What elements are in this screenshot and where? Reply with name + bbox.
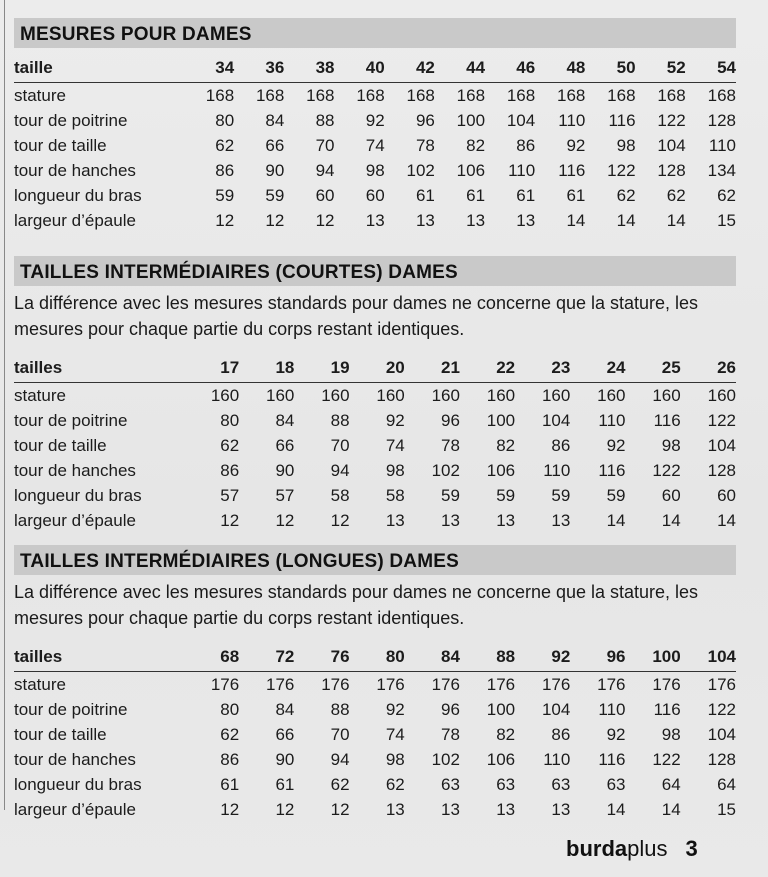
row-label: largeur d’épaule [14, 210, 136, 230]
section-note: La différence avec les mesures standards pour dames ne concerne que la stature, les mesures pour chaque partie du corps restant identiques. [14, 293, 699, 339]
measurement-cell: 66 [275, 724, 295, 744]
measurement-cell: 116 [598, 749, 626, 769]
row-label: tour de hanches [14, 749, 136, 769]
table-row [14, 483, 736, 508]
measurement-cell: 14 [666, 210, 686, 230]
size-header-cell: 36 [265, 58, 285, 77]
measurement-cell: 122 [707, 699, 736, 719]
measurement-cell: 160 [210, 385, 240, 405]
measurement-cell: 104 [506, 110, 536, 130]
measurement-cell: 98 [385, 460, 405, 480]
measurement-cell: 102 [431, 749, 460, 769]
measurement-cell: 61 [275, 774, 295, 794]
measurement-cell: 60 [315, 185, 335, 205]
size-header-cell: 100 [652, 647, 681, 666]
brand-light: plus [627, 836, 668, 861]
measurement-cell: 88 [330, 699, 350, 719]
measurement-cell: 86 [551, 435, 571, 455]
measurement-cell: 78 [415, 135, 435, 155]
measurement-cell: 66 [265, 135, 285, 155]
measurement-cell: 62 [717, 185, 736, 205]
measurement-cell: 88 [330, 410, 350, 430]
measurement-cell: 98 [365, 160, 385, 180]
measurement-cell: 176 [652, 674, 681, 694]
measurement-cell: 168 [406, 85, 435, 105]
measurement-cell: 104 [707, 724, 736, 744]
measurement-cell: 160 [652, 385, 681, 405]
section-title-band [14, 256, 736, 286]
size-header-cell: 104 [707, 647, 736, 666]
table-row [14, 458, 736, 483]
measurement-cell: 62 [330, 774, 350, 794]
size-header-row [14, 637, 736, 672]
measurement-cell: 168 [205, 85, 235, 105]
measurement-cell: 116 [608, 110, 636, 130]
measurement-cell: 59 [496, 485, 516, 505]
measurement-cell: 13 [551, 799, 571, 819]
size-header-cell: 80 [385, 647, 405, 666]
table-row [14, 158, 736, 183]
section-mesures-pour-dames [14, 18, 736, 233]
measurement-cell: 110 [558, 110, 586, 130]
size-header-cell: 40 [365, 58, 385, 77]
measurement-cell: 80 [215, 110, 235, 130]
measurement-cell: 70 [315, 135, 335, 155]
table-row [14, 183, 736, 208]
measurement-cell: 176 [431, 674, 460, 694]
measurement-cell: 63 [551, 774, 571, 794]
measurement-cell: 104 [541, 699, 571, 719]
measurement-cell: 98 [661, 724, 681, 744]
measurement-cell: 80 [220, 699, 240, 719]
table-row [14, 722, 736, 747]
measurement-cell: 176 [486, 674, 516, 694]
measurement-cell: 13 [496, 510, 516, 530]
measurement-cell: 13 [441, 799, 460, 819]
measurement-cell: 160 [707, 385, 736, 405]
measurements-body [14, 83, 736, 234]
measurement-cell: 116 [558, 160, 586, 180]
measurement-cell: 74 [385, 724, 405, 744]
size-header-cell: 42 [415, 58, 435, 77]
measurement-cell: 59 [441, 485, 460, 505]
measurement-cell: 84 [275, 410, 295, 430]
measurement-cell: 176 [210, 674, 240, 694]
row-label: stature [14, 674, 66, 694]
measurement-cell: 12 [220, 510, 240, 530]
measurement-cell: 168 [557, 85, 586, 105]
measurement-cell: 63 [441, 774, 460, 794]
measurement-cell: 62 [385, 774, 405, 794]
measurement-cell: 90 [265, 160, 285, 180]
size-header-cell: 76 [330, 647, 350, 666]
measurement-cell: 61 [415, 185, 435, 205]
size-header-row [14, 48, 736, 83]
table-row [14, 772, 736, 797]
table-row [14, 108, 736, 133]
measurement-cell: 13 [516, 210, 536, 230]
measurement-cell: 92 [606, 724, 626, 744]
measurement-cell: 168 [657, 85, 686, 105]
measurement-cell: 64 [717, 774, 736, 794]
measurement-cell: 168 [506, 85, 536, 105]
measurement-cell: 74 [385, 435, 405, 455]
section-tailles-courtes [14, 256, 736, 533]
measurement-cell: 116 [653, 410, 681, 430]
size-header-row [14, 348, 736, 383]
measurement-cell: 100 [486, 410, 516, 430]
size-header-cell: 19 [330, 358, 350, 377]
measurement-cell: 160 [321, 385, 350, 405]
row-label: tour de poitrine [14, 110, 128, 130]
measurement-cell: 59 [265, 185, 285, 205]
measurement-cell: 94 [330, 460, 350, 480]
measurement-cell: 100 [486, 699, 516, 719]
measurement-cell: 104 [707, 435, 736, 455]
measurement-cell: 74 [365, 135, 385, 155]
size-header-cell: 22 [496, 358, 516, 377]
row-label: tour de hanches [14, 160, 136, 180]
section-tailles-longues [14, 545, 736, 822]
measurement-cell: 90 [275, 460, 295, 480]
size-header-cell: 20 [385, 358, 405, 377]
table-row [14, 508, 736, 533]
size-header-cell: 88 [496, 647, 516, 666]
measurement-cell: 160 [597, 385, 626, 405]
measurement-cell: 57 [220, 485, 240, 505]
measurement-cell: 59 [215, 185, 235, 205]
measurement-cell: 176 [321, 674, 350, 694]
measurement-cell: 86 [220, 749, 240, 769]
measurement-cell: 110 [708, 135, 736, 155]
measurement-cell: 64 [661, 774, 681, 794]
measurement-cell: 104 [541, 410, 571, 430]
size-header-cell: 44 [466, 58, 486, 77]
size-header-cell: 34 [215, 58, 235, 77]
measurement-cell: 176 [376, 674, 405, 694]
measurement-cell: 96 [441, 699, 460, 719]
measurement-cell: 86 [551, 724, 571, 744]
size-header-cell: 54 [717, 58, 736, 77]
measurement-cell: 160 [431, 385, 460, 405]
size-header-cell: 48 [566, 58, 586, 77]
measurement-cell: 13 [385, 510, 405, 530]
size-header-cell: 18 [275, 358, 295, 377]
measurement-cell: 60 [365, 185, 385, 205]
measurement-cell: 128 [707, 460, 736, 480]
measurement-cell: 14 [661, 510, 681, 530]
brand-bold: burda [566, 836, 628, 861]
table-row [14, 672, 736, 698]
measurement-cell: 110 [598, 410, 626, 430]
measurement-cell: 60 [661, 485, 681, 505]
measurement-cell: 168 [707, 85, 736, 105]
measurement-cell: 100 [456, 110, 486, 130]
measurement-cell: 110 [543, 460, 571, 480]
measurement-cell: 92 [606, 435, 626, 455]
measurement-cell: 176 [597, 674, 626, 694]
size-header-cell: 52 [666, 58, 686, 77]
measurement-cell: 94 [330, 749, 350, 769]
measurement-cell: 160 [541, 385, 571, 405]
measurement-cell: 58 [385, 485, 405, 505]
measurement-cell: 13 [365, 210, 385, 230]
size-header-label: tailles [14, 358, 63, 377]
measurement-cell: 12 [330, 510, 350, 530]
measurement-cell: 15 [717, 799, 736, 819]
measurement-cell: 98 [385, 749, 405, 769]
measurement-cell: 13 [496, 799, 516, 819]
table-row [14, 208, 736, 233]
size-header-cell: 92 [551, 647, 571, 666]
measurement-cell: 14 [606, 510, 626, 530]
measurement-cell: 12 [315, 210, 335, 230]
measurements-body [14, 383, 736, 534]
page-number: 3 [685, 836, 698, 861]
size-header-cell: 25 [661, 358, 681, 377]
measurement-cell: 168 [456, 85, 486, 105]
measurement-cell: 12 [275, 510, 295, 530]
measurement-cell: 62 [220, 435, 240, 455]
size-header-cell: 21 [441, 358, 460, 377]
measurement-cell: 160 [266, 385, 295, 405]
row-label: tour de taille [14, 724, 107, 744]
section-title: TAILLES INTERMÉDIAIRES (LONGUES) DAMES [20, 551, 459, 572]
measurement-cell: 160 [486, 385, 516, 405]
measurement-cell: 82 [496, 724, 516, 744]
table-row [14, 697, 736, 722]
size-header-cell: 84 [441, 647, 460, 666]
measurement-cell: 61 [516, 185, 536, 205]
measurements-table [14, 637, 736, 822]
measurement-cell: 102 [406, 160, 435, 180]
table-row [14, 408, 736, 433]
measurement-cell: 84 [275, 699, 295, 719]
measurement-cell: 110 [543, 749, 571, 769]
measurement-cell: 128 [707, 110, 736, 130]
measurement-cell: 98 [616, 135, 636, 155]
row-label: longueur du bras [14, 485, 142, 505]
row-label: longueur du bras [14, 185, 142, 205]
measurement-cell: 168 [306, 85, 335, 105]
row-label: tour de taille [14, 135, 107, 155]
row-label: tour de poitrine [14, 699, 128, 719]
measurement-cell: 14 [661, 799, 681, 819]
measurement-cell: 102 [431, 460, 460, 480]
measurement-cell: 78 [441, 435, 460, 455]
measurement-cell: 60 [717, 485, 736, 505]
row-label: tour de hanches [14, 460, 136, 480]
measurement-cell: 80 [220, 410, 240, 430]
measurement-cell: 168 [607, 85, 636, 105]
measurement-cell: 58 [330, 485, 350, 505]
section-title-band [14, 18, 736, 48]
measurement-cell: 94 [315, 160, 335, 180]
measurement-cell: 90 [275, 749, 295, 769]
measurement-cell: 160 [376, 385, 405, 405]
measurement-cell: 110 [508, 160, 536, 180]
section-title: TAILLES INTERMÉDIAIRES (COURTES) DAMES [20, 262, 458, 283]
row-label: tour de taille [14, 435, 107, 455]
measurement-cell: 59 [606, 485, 626, 505]
measurement-cell: 61 [466, 185, 486, 205]
measurement-cell: 86 [220, 460, 240, 480]
table-row [14, 747, 736, 772]
footer-brand [566, 836, 698, 862]
measurement-cell: 104 [657, 135, 686, 155]
measurement-cell: 13 [415, 210, 435, 230]
size-header-cell: 72 [275, 647, 295, 666]
measurement-cell: 13 [441, 510, 460, 530]
table-row [14, 797, 736, 822]
measurement-cell: 61 [566, 185, 586, 205]
measurement-cell: 62 [616, 185, 636, 205]
measurement-cell: 92 [566, 135, 586, 155]
measurement-cell: 15 [717, 210, 736, 230]
measurement-cell: 62 [220, 724, 240, 744]
measurement-cell: 128 [657, 160, 686, 180]
section-title: MESURES POUR DAMES [20, 24, 252, 45]
section-note: La différence avec les mesures standards pour dames ne concerne que la stature, les mesures pour chaque partie du corps restant identiques. [14, 582, 699, 628]
row-label: longueur du bras [14, 774, 142, 794]
size-header-cell: 46 [516, 58, 536, 77]
measurement-cell: 70 [330, 435, 350, 455]
measurements-table [14, 48, 736, 233]
measurement-cell: 59 [551, 485, 571, 505]
size-header-cell: 23 [551, 358, 571, 377]
measurement-cell: 106 [486, 460, 516, 480]
measurement-cell: 62 [215, 135, 235, 155]
left-margin-rule [4, 0, 5, 810]
measurement-cell: 116 [598, 460, 626, 480]
section-title-band [14, 545, 736, 575]
size-header-cell: 24 [606, 358, 626, 377]
measurement-cell: 96 [415, 110, 435, 130]
measurement-cell: 84 [265, 110, 285, 130]
measurement-cell: 168 [356, 85, 385, 105]
measurement-cell: 12 [275, 799, 295, 819]
table-row [14, 383, 736, 409]
size-header-cell: 38 [315, 58, 335, 77]
measurement-cell: 14 [616, 210, 636, 230]
measurement-cell: 98 [661, 435, 681, 455]
measurement-cell: 63 [496, 774, 516, 794]
measurements-table [14, 348, 736, 533]
measurement-cell: 176 [541, 674, 571, 694]
row-label: tour de poitrine [14, 410, 128, 430]
table-row [14, 83, 736, 109]
table-row [14, 133, 736, 158]
measurement-cell: 176 [707, 674, 736, 694]
measurement-cell: 12 [215, 210, 235, 230]
measurement-cell: 176 [266, 674, 295, 694]
measurement-cell: 12 [265, 210, 285, 230]
measurement-cell: 63 [606, 774, 626, 794]
measurement-cell: 134 [707, 160, 736, 180]
measurement-cell: 62 [666, 185, 686, 205]
size-header-label: tailles [14, 647, 63, 666]
measurement-cell: 14 [606, 799, 626, 819]
measurement-cell: 14 [717, 510, 736, 530]
measurement-cell: 110 [598, 699, 626, 719]
measurements-body [14, 672, 736, 823]
measurement-cell: 122 [652, 460, 681, 480]
row-label: stature [14, 85, 66, 105]
size-header-cell: 17 [220, 358, 240, 377]
size-header-cell: 50 [616, 58, 636, 77]
row-label: largeur d’épaule [14, 510, 136, 530]
measurement-cell: 61 [220, 774, 240, 794]
measurement-cell: 12 [330, 799, 350, 819]
measurement-cell: 122 [652, 749, 681, 769]
measurement-cell: 57 [275, 485, 295, 505]
measurement-cell: 78 [441, 724, 460, 744]
measurement-cell: 13 [385, 799, 405, 819]
measurement-cell: 96 [441, 410, 460, 430]
size-header-label: taille [14, 58, 53, 77]
row-label: largeur d’épaule [14, 799, 136, 819]
table-row [14, 433, 736, 458]
measurement-cell: 14 [566, 210, 586, 230]
measurement-cell: 86 [215, 160, 235, 180]
size-header-cell: 26 [717, 358, 736, 377]
measurement-cell: 82 [496, 435, 516, 455]
measurement-cell: 122 [657, 110, 686, 130]
size-header-cell: 96 [606, 647, 626, 666]
size-header-cell: 68 [220, 647, 240, 666]
measurement-cell: 92 [385, 410, 405, 430]
measurement-cell: 82 [466, 135, 486, 155]
row-label: stature [14, 385, 66, 405]
measurement-cell: 13 [466, 210, 486, 230]
measurement-cell: 122 [607, 160, 636, 180]
measurement-cell: 12 [220, 799, 240, 819]
measurement-cell: 116 [653, 699, 681, 719]
measurement-cell: 106 [486, 749, 516, 769]
measurement-cell: 168 [255, 85, 285, 105]
measurement-cell: 128 [707, 749, 736, 769]
measurement-cell: 70 [330, 724, 350, 744]
measurement-cell: 106 [456, 160, 486, 180]
measurement-cell: 86 [516, 135, 536, 155]
measurement-cell: 92 [385, 699, 405, 719]
measurement-cell: 88 [315, 110, 335, 130]
measurement-cell: 122 [707, 410, 736, 430]
measurement-cell: 92 [365, 110, 385, 130]
measurement-cell: 13 [551, 510, 571, 530]
measurement-cell: 66 [275, 435, 295, 455]
